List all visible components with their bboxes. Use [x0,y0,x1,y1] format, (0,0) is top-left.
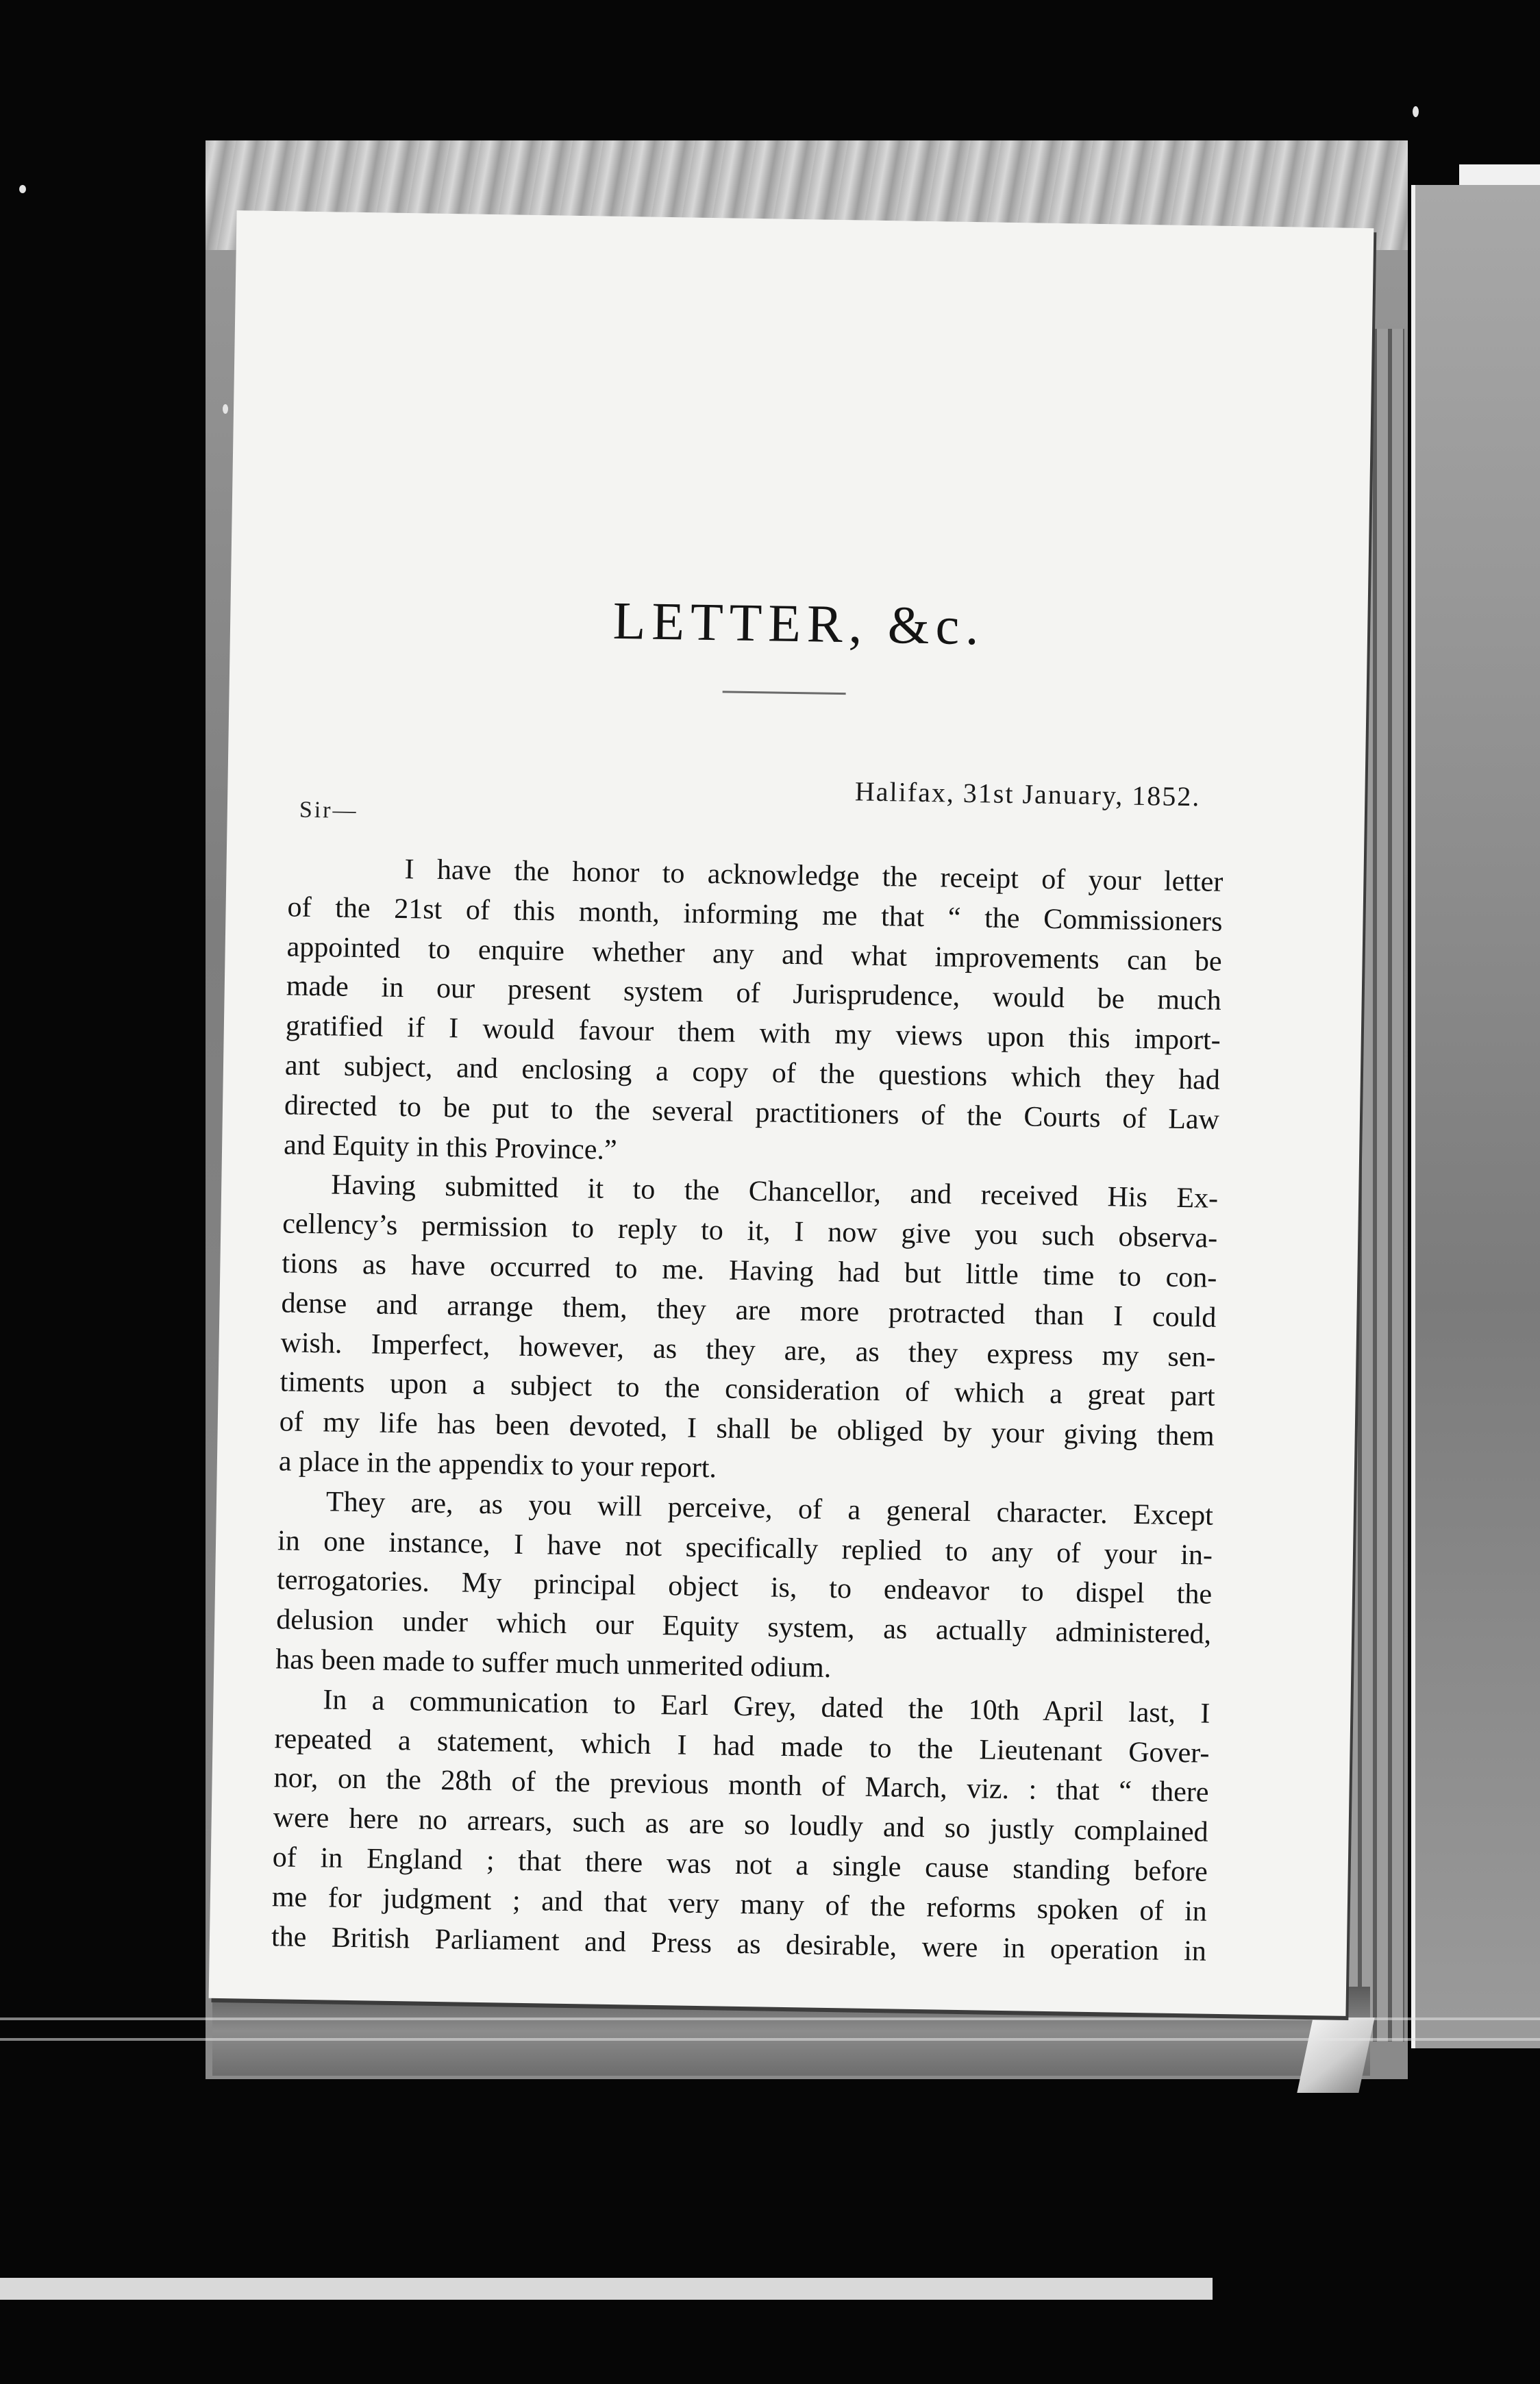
text-line: ant subject, and enclosing a copy of the questions which they had [284,1050,1221,1096]
text-line: gratified if I would favour them with my views upon this import- [285,1010,1221,1057]
title-divider [723,691,846,695]
text-line: Having submitted it to the Chancellor, and received His Ex- [330,1169,1219,1215]
text-line: of my life has been devoted, I shall be obliged by your giving them [279,1406,1215,1452]
text-line: They are, as you will perceive, of a general character. Except [325,1486,1214,1532]
scan-artifact-line [0,2038,1540,2041]
text-line: dense and arrange them, they are more protracted than I could [281,1287,1217,1334]
text-line: cellency’s permission to reply to it, I now give you such observa- [282,1208,1218,1254]
adjacent-sheet [1411,185,1540,2048]
text-line: tions as have occurred to me. Having had but little time to con- [282,1247,1217,1294]
text-line: directed to be put to the several practitioners of the Courts of Law [284,1089,1220,1136]
letter-body [271,848,1224,1972]
text-line: the British Parliament and Press as desirable, were in operation in [271,1920,1207,1967]
film-edge-strip [0,2278,1213,2300]
dust-speck [223,404,228,414]
text-line: has been made to suffer much unmerited odium. [275,1643,832,1684]
text-line: in one instance, I have not specifically replied to any of your in- [277,1524,1213,1572]
salutation: Sir— [299,797,358,824]
scan-artifact-line [0,2017,1540,2020]
text-line: appointed to enquire whether any and what improvements can be [286,931,1222,978]
text-line: of in England ; that there was not a single cause standing before [272,1841,1208,1888]
text-line: wish. Imperfect, however, as they are, as they express my sen- [280,1326,1216,1374]
page-title: LETTER, &c. [612,590,986,656]
text-line: I have the honor to acknowledge the receipt of your letter [404,854,1224,898]
text-line: repeated a statement, which I had made to the Lieutenant Gover- [274,1722,1210,1770]
document-page [209,210,1374,2016]
text-line: and Equity in this Province.” [283,1128,617,1166]
text-line: terrogatories. My principal object is, to endeavor to dispel the [276,1564,1213,1611]
dust-speck [1413,106,1419,117]
dateline: Halifax, 31st January, 1852. [854,775,1201,812]
text-line: a place in the appendix to your report. [278,1445,717,1485]
text-line: delusion under which our Equity system, as actually administered, [275,1604,1212,1650]
text-line: nor, on the 28th of the previous month of March, viz. : that “ there [273,1762,1209,1809]
text-line: made in our present system of Jurisprudence, would be much [286,970,1222,1017]
text-line: were here no arrears, such as are so loudly and so justly complained [273,1802,1208,1848]
text-line: timents upon a subject to the consideration of which a great part [280,1366,1215,1413]
text-line: me for judgment ; and that very many of the reforms spoken of in [271,1880,1208,1928]
text-line: of the 21st of this month, informing me that “ the Commissioners [287,891,1223,938]
dust-speck [19,185,26,193]
text-line: In a communication to Earl Grey, dated the 10th April last, I [323,1684,1210,1730]
